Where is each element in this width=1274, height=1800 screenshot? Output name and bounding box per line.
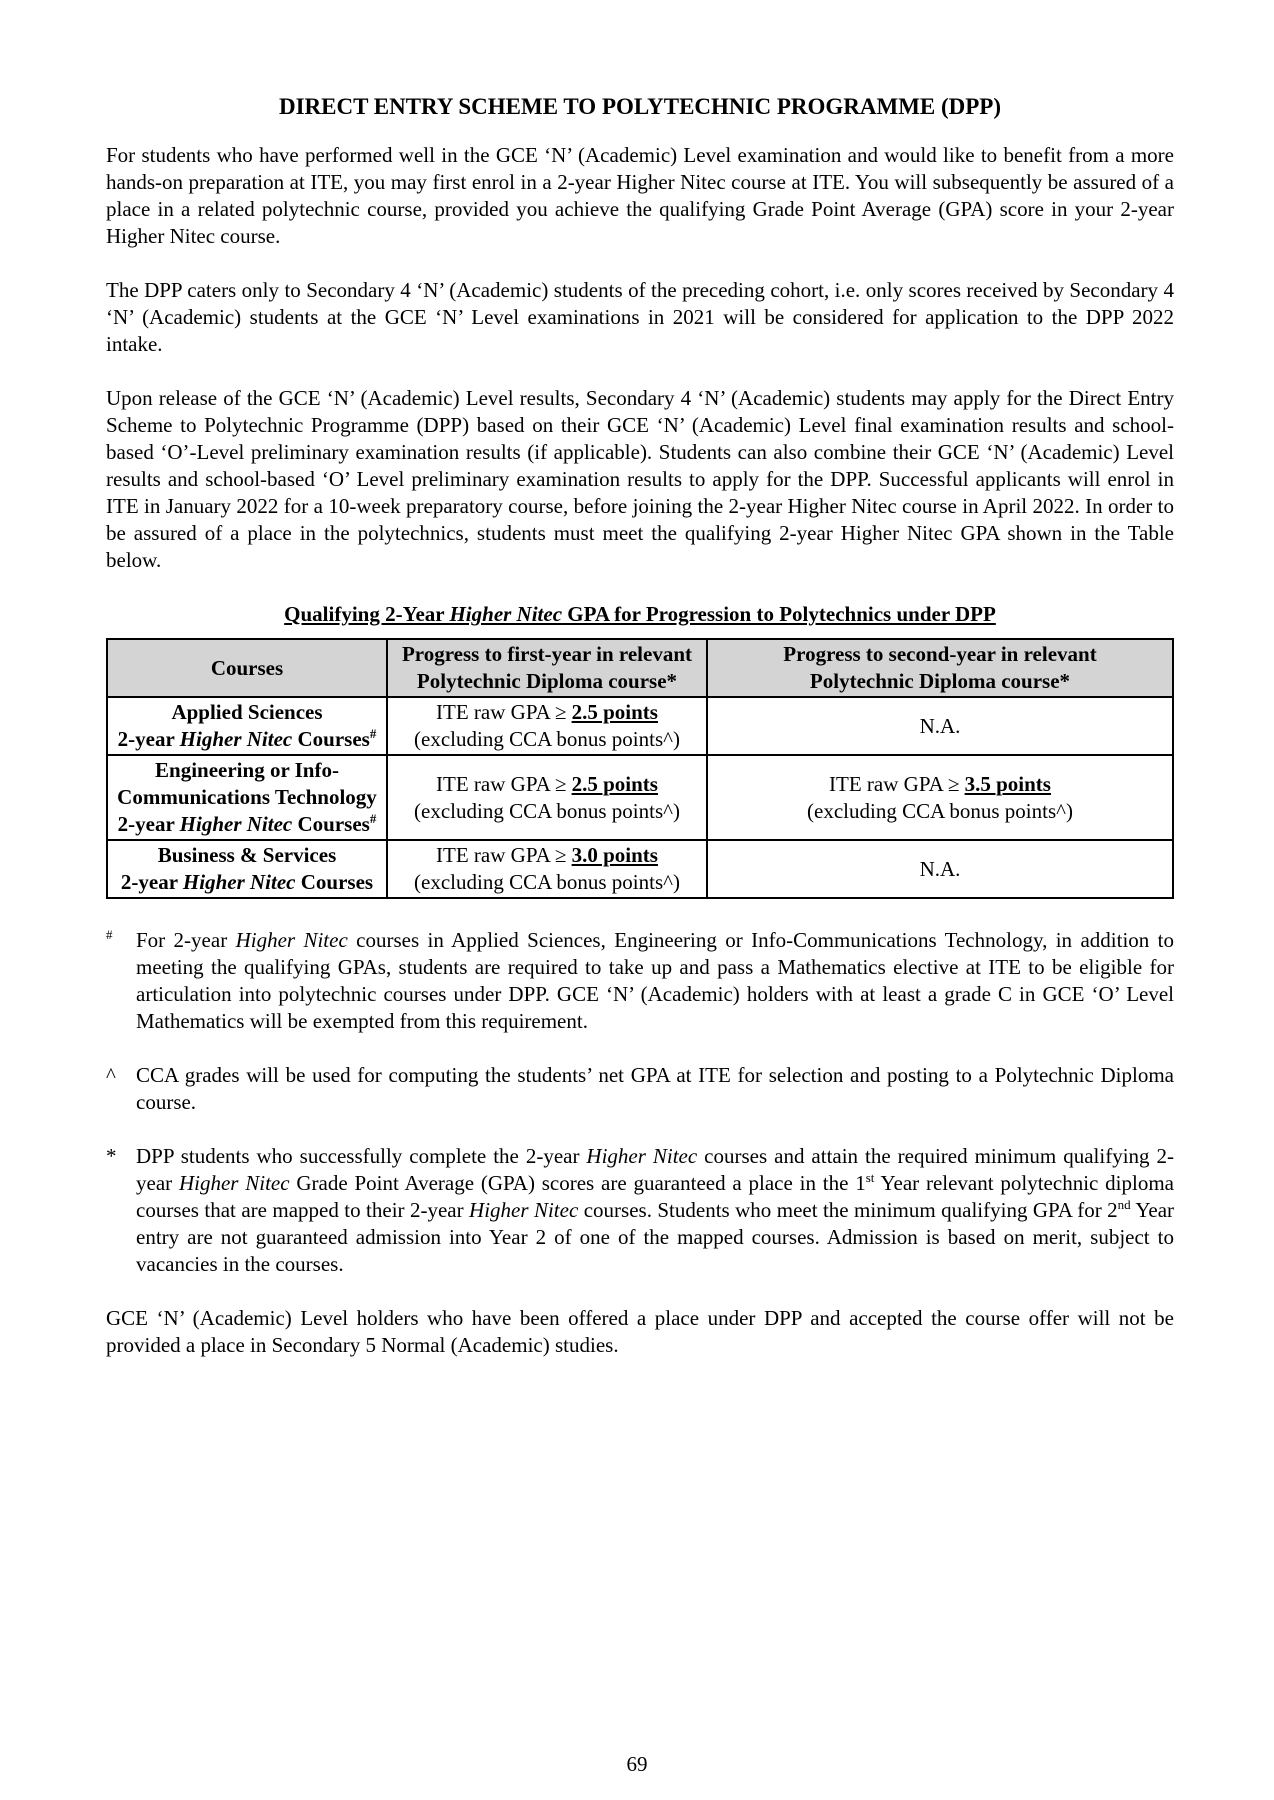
table-header-row <box>107 639 1173 697</box>
header-courses: Courses <box>107 639 387 697</box>
footnote-text: CCA grades will be used for computing the students’ net GPA at ITE for selection and posting to a Polytechnic Diploma course. <box>136 1063 1174 1114</box>
course-cell: Engineering or Info- Communications Technology 2-year Higher Nitec Courses# <box>107 755 387 840</box>
course-cell: Applied Sciences 2-year Higher Nitec Courses# <box>107 697 387 755</box>
header-second-year: Progress to second-year in relevant Polytechnic Diploma course* <box>707 639 1173 697</box>
first-year-cell: ITE raw GPA ≥ 3.0 points (excluding CCA bonus points^) <box>387 840 707 898</box>
cohort-paragraph: The DPP caters only to Secondary 4 ‘N’ (Academic) students of the preceding cohort, i.e. only scores received by Secondary 4 ‘N’ (Academic) students at the GCE ‘N’ Level examinations in 2021 will be considered for application to the DPP 2022 intake. <box>106 278 1174 356</box>
course-cell: Business & Services 2-year Higher Nitec Courses <box>107 840 387 898</box>
closing-paragraph: GCE ‘N’ (Academic) Level holders who have been offered a place under DPP and accepted the course offer will not be provided a place in Secondary 5 Normal (Academic) studies. <box>106 1306 1174 1357</box>
footnote-mark: ^ <box>106 1063 116 1087</box>
second-year-cell: ITE raw GPA ≥ 3.5 points (excluding CCA bonus points^) <box>707 755 1173 840</box>
table-row <box>107 840 1173 898</box>
application-paragraph: Upon release of the GCE ‘N’ (Academic) Level results, Secondary 4 ‘N’ (Academic) students may apply for the Direct Entry Scheme to Polytechnic Programme (DPP) based on their GCE ‘N’ (Academic) Level final examination results and school-based ‘O’-Level preliminary examination results (if applicable). Students can also combine their GCE ‘N’ (Academic) Level results and school-based ‘O’ Level preliminary examination results to apply for the DPP. Successful applicants will enrol in ITE in January 2022 for a 10-week preparatory course, before joining the 2-year Higher Nitec course in April 2022. In order to be assured of a place in the polytechnics, students must meet the qualifying 2-year Higher Nitec GPA shown in the Table below. <box>106 386 1174 572</box>
first-year-cell: ITE raw GPA ≥ 2.5 points (excluding CCA bonus points^) <box>387 755 707 840</box>
footnote-text: DPP students who successfully complete the 2-year Higher Nitec courses and attain the required minimum qualifying 2-year Higher Nitec Grade Point Average (GPA) scores are guaranteed a place in the 1st Year relevant polytechnic diploma courses that are mapped to their 2-year Higher Nitec courses. Students who meet the minimum qualifying GPA for 2nd Year entry are not guaranteed admission into Year 2 of one of the mapped courses. Admission is based on merit, subject to vacancies in the courses. <box>136 1144 1175 1276</box>
footnote-caret <box>106 1062 1174 1116</box>
page-title: DIRECT ENTRY SCHEME TO POLYTECHNIC PROGRAMME (DPP) <box>278 94 1002 119</box>
page-number: 69 <box>626 1752 648 1776</box>
header-first-year: Progress to first-year in relevant Polytechnic Diploma course* <box>387 639 707 697</box>
footnotes <box>106 927 1174 1278</box>
footnote-text: For 2-year Higher Nitec courses in Applied Sciences, Engineering or Info-Communications Technology, in addition to meeting the qualifying GPAs, students are required to take up and pass a Mathematics elective at ITE to be eligible for articulation into polytechnic courses under DPP. GCE ‘N’ (Academic) holders with at least a grade C in GCE ‘O’ Level Mathematics will be exempted from this requirement. <box>136 928 1174 1033</box>
first-year-cell: ITE raw GPA ≥ 2.5 points (excluding CCA bonus points^) <box>387 697 707 755</box>
table-title: Qualifying 2-Year Higher Nitec GPA for Progression to Polytechnics under DPP <box>284 602 996 626</box>
footnote-mark: # <box>106 927 113 942</box>
document-page <box>106 84 1174 1386</box>
second-year-cell: N.A. <box>707 840 1173 898</box>
second-year-cell: N.A. <box>707 697 1173 755</box>
footnote-hash <box>106 927 1174 1035</box>
intro-paragraph: For students who have performed well in the GCE ‘N’ (Academic) Level examination and would like to benefit from a more hands-on preparation at ITE, you may first enrol in a 2-year Higher Nitec course at ITE. You will subsequently be assured of a place in a related polytechnic course, provided you achieve the qualifying Grade Point Average (GPA) score in your 2-year Higher Nitec course. <box>106 143 1174 248</box>
footnote-mark: * <box>106 1144 117 1168</box>
table-row <box>107 755 1173 840</box>
table-row <box>107 697 1173 755</box>
gpa-table <box>106 638 1174 899</box>
footnote-star <box>106 1143 1174 1278</box>
